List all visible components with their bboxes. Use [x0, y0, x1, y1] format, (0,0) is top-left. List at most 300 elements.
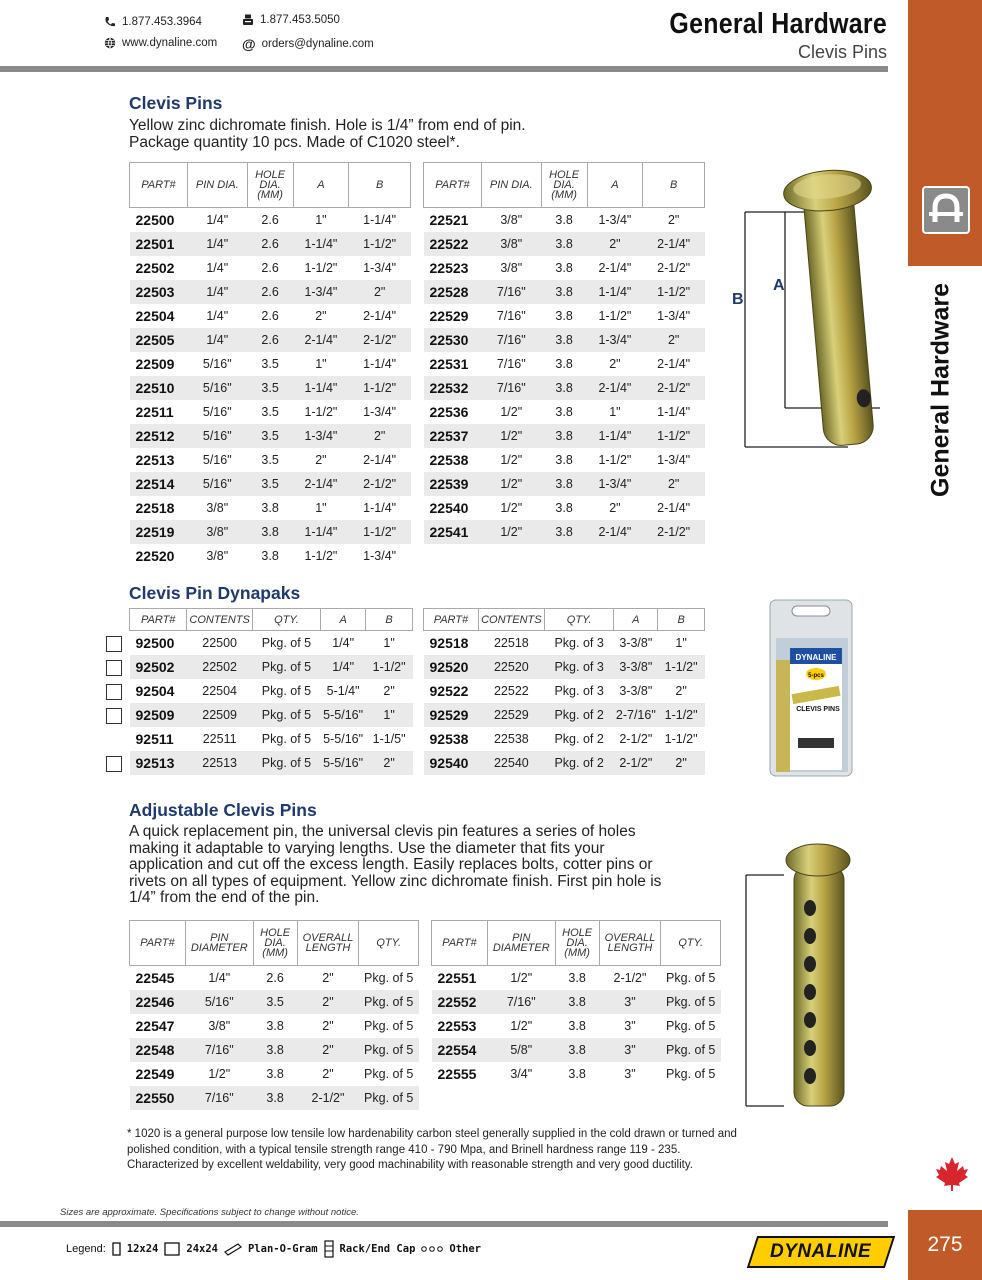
col-header: PIN DIAMETER [185, 921, 253, 966]
dynapaks-table-right [423, 608, 705, 775]
adjustable-table-right [431, 920, 721, 1086]
table-cell: 3/8" [208, 1019, 231, 1033]
website-contact[interactable]: www.dynaline.com [104, 37, 217, 49]
table-cell: 2-1/4" [293, 472, 349, 496]
table-cell: 1-1/4" [363, 357, 397, 371]
12x24-icon [112, 1242, 121, 1256]
table-cell: 22518 [493, 636, 529, 650]
table-row [424, 703, 705, 727]
col-header: OVERALL LENGTH [297, 921, 359, 966]
table-row [130, 1086, 419, 1110]
part-number: 22547 [135, 1018, 175, 1034]
dynapak-package-image [762, 598, 858, 780]
table-cell: 3-3/8" [619, 684, 653, 698]
table-cell: Pkg. of 2 [554, 732, 604, 746]
table-cell: 7/16" [496, 357, 526, 371]
table-cell: 2" [366, 751, 413, 775]
clevis-table-right [423, 162, 705, 544]
table-cell: 1-1/2" [304, 549, 338, 563]
clevis-table-left [129, 162, 411, 568]
table-row [424, 631, 705, 656]
part-number: 92504 [135, 683, 175, 699]
col-header: A [321, 609, 366, 631]
table-cell: Pkg. of 5 [666, 1019, 716, 1033]
table-row [424, 304, 705, 328]
table-cell: 1-3/4" [363, 549, 397, 563]
table-cell: 3.8 [541, 376, 587, 400]
table-cell: 1-1/2" [658, 703, 705, 727]
table-row [130, 424, 411, 448]
col-header: PART# [432, 921, 488, 966]
table-cell: 5/16" [202, 453, 232, 467]
table-cell: 3.8 [568, 1019, 586, 1033]
table-cell: 1-3/4" [587, 472, 643, 496]
table-cell: 2.6 [266, 971, 284, 985]
disclaimer: Sizes are approximate. Specifications subject to change without notice. [60, 1207, 359, 1218]
table-cell: 3.5 [247, 376, 293, 400]
table-row [130, 544, 411, 568]
part-number: 92511 [135, 731, 174, 747]
table-cell: 1" [315, 501, 327, 515]
fax-icon [242, 14, 254, 26]
table-cell: 1/4" [187, 328, 247, 352]
table-cell: 1/2" [481, 424, 541, 448]
part-number: 22552 [432, 990, 488, 1014]
table-row [424, 256, 705, 280]
table-cell: 1-1/2" [349, 520, 411, 544]
table-row [130, 280, 411, 304]
table-cell: 22509 [187, 703, 253, 727]
table-cell: 3" [624, 1067, 636, 1081]
table-row [424, 496, 705, 520]
col-header: QTY. [544, 609, 614, 631]
table-cell: 2" [349, 280, 411, 304]
table-row [130, 751, 413, 775]
table-row [130, 727, 413, 751]
svg-text:CLEVIS PINS: CLEVIS PINS [796, 706, 840, 713]
table-row [130, 631, 413, 656]
table-cell: 3/8" [187, 520, 247, 544]
col-header: PIN DIA. [187, 163, 247, 208]
table-cell: 1-1/4" [363, 501, 397, 515]
part-number: 22511 [135, 404, 174, 420]
part-number: 22503 [130, 280, 188, 304]
part-number: 92513 [130, 751, 187, 775]
table-cell: 2-7/16" [614, 703, 658, 727]
table-cell: 7/16" [185, 1086, 253, 1110]
table-cell: 7/16" [185, 1038, 253, 1062]
col-header: QTY. [252, 609, 320, 631]
table-cell: 1" [366, 703, 413, 727]
table-row [130, 990, 419, 1014]
table-row [130, 496, 411, 520]
table-row [432, 1038, 721, 1062]
part-number: 22501 [130, 232, 188, 256]
table-cell: 7/16" [496, 309, 526, 323]
col-header: PART# [130, 163, 188, 208]
table-cell: 1-1/2" [598, 453, 632, 467]
part-number: 92509 [130, 703, 187, 727]
part-number: 22532 [424, 376, 482, 400]
table-cell: 1-1/2" [349, 376, 411, 400]
table-cell: 2-1/2" [297, 1086, 359, 1110]
table-cell: 1" [383, 636, 395, 650]
table-cell: Pkg. of 5 [261, 636, 312, 650]
clevis-icon [922, 186, 970, 234]
table-cell: 22538 [493, 732, 529, 746]
table-cell: 2-1/4" [657, 501, 691, 515]
table-cell: 22529 [478, 703, 544, 727]
table-cell: 3/8" [206, 501, 229, 515]
table-cell: 3.8 [568, 1067, 586, 1081]
table-cell: 3/8" [481, 232, 541, 256]
col-header: PART# [130, 921, 186, 966]
col-header: PIN DIAMETER [487, 921, 555, 966]
table-row [424, 232, 705, 256]
table-cell: 2-1/2" [619, 732, 653, 746]
globe-icon [104, 37, 116, 49]
table-cell: 3.8 [541, 280, 587, 304]
table-cell: Pkg. of 5 [364, 1067, 414, 1081]
table-row [130, 472, 411, 496]
order-checkbox[interactable] [106, 684, 122, 700]
col-header: B [643, 163, 705, 208]
table-row [130, 304, 411, 328]
table-cell: 1-1/2" [349, 232, 411, 256]
table-cell: Pkg. of 5 [252, 751, 320, 775]
table-cell: 22540 [478, 751, 544, 775]
legend-item: 12x24 [126, 1243, 159, 1255]
part-number: 92500 [135, 635, 175, 651]
table-cell: 3.8 [568, 971, 586, 985]
table-cell: Pkg. of 2 [544, 751, 614, 775]
table-cell: Pkg. of 5 [661, 1038, 721, 1062]
clevis-section-title: Clevis Pins [129, 93, 223, 113]
table-cell: 3/8" [500, 261, 523, 275]
table-cell: 5/16" [187, 376, 247, 400]
table-cell: 1-3/4" [293, 424, 349, 448]
table-row [432, 1062, 721, 1086]
table-row [130, 1062, 419, 1086]
table-cell: 3.8 [555, 309, 573, 323]
table-cell: 3.8 [555, 405, 573, 419]
table-cell: 2-1/2" [349, 472, 411, 496]
table-cell: Pkg. of 3 [544, 655, 614, 679]
page-title: General Hardware [669, 8, 887, 40]
table-cell: 1/4" [206, 213, 229, 227]
part-number: 22522 [424, 232, 482, 256]
table-cell: 1-3/4" [363, 405, 397, 419]
table-cell: 1-3/4" [587, 328, 643, 352]
table-cell: 2.6 [247, 232, 293, 256]
col-header: B [658, 609, 705, 631]
table-cell: 1-1/4" [293, 520, 349, 544]
table-cell: 3.8 [541, 328, 587, 352]
table-cell: 2.6 [261, 309, 279, 323]
table-row [424, 472, 705, 496]
part-number: 22530 [424, 328, 482, 352]
table-row [130, 208, 411, 233]
col-header: PART# [424, 609, 479, 631]
table-cell: 3-3/8" [619, 636, 653, 650]
maple-leaf-icon [935, 1156, 969, 1192]
dynapaks-section-title: Clevis Pin Dynapaks [129, 583, 301, 603]
table-cell: 22522 [493, 684, 529, 698]
table-cell: 3.5 [261, 405, 279, 419]
table-cell: Pkg. of 5 [359, 990, 419, 1014]
steel-footnote: * 1020 is a general purpose low tensile low hardenability carbon steel generally supplied in the cold drawn or turned and polished condition, with a typical tensile strength range 410 - 790 Mpa, and Brinell hardness range 119 - 235. Characterized by excellent weldability, very good machinability with reasonable strength and very good ductility. [127, 1128, 737, 1171]
legend-item: Other [449, 1243, 481, 1255]
table-cell: 1/4" [206, 261, 229, 275]
table-cell: 3.8 [266, 1019, 284, 1033]
table-cell: 3" [599, 990, 661, 1014]
table-cell: 2" [349, 424, 411, 448]
adjustable-table-left [129, 920, 419, 1110]
legend-item: Rack/End Cap [339, 1243, 416, 1255]
part-number: 22555 [437, 1066, 477, 1082]
legend-item: Plan-O-Gram [247, 1243, 318, 1255]
table-cell: 1-3/4" [598, 213, 632, 227]
at-icon: @ [242, 36, 256, 52]
table-cell: 2" [609, 501, 621, 515]
order-checkbox[interactable] [106, 708, 122, 724]
col-header: A [587, 163, 643, 208]
part-number: 22500 [135, 212, 175, 228]
table-cell: 2" [383, 684, 395, 698]
table-row [432, 1014, 721, 1038]
table-cell: 2.6 [247, 280, 293, 304]
table-cell: 2.6 [247, 328, 293, 352]
table-cell: 22513 [187, 751, 253, 775]
table-cell: 2" [297, 1038, 359, 1062]
table-row [130, 256, 411, 280]
part-number: 22553 [437, 1018, 477, 1034]
email-contact[interactable]: @ orders@dynaline.com [242, 36, 374, 52]
part-number: 22502 [135, 260, 175, 276]
part-number: 22505 [130, 328, 188, 352]
page-number: 275 [908, 1210, 982, 1280]
part-number: 22550 [130, 1086, 186, 1110]
table-cell: 1/4" [332, 636, 355, 650]
col-header: CONTENTS [187, 609, 253, 631]
table-cell: 1/2" [510, 1019, 533, 1033]
table-cell: Pkg. of 5 [666, 1067, 716, 1081]
table-cell: 1-1/5" [372, 732, 406, 746]
table-cell: 2-1/2" [643, 520, 705, 544]
part-number: 22512 [130, 424, 188, 448]
table-cell: 2-1/4" [363, 309, 397, 323]
table-row [130, 376, 411, 400]
table-row [130, 448, 411, 472]
table-cell: 2" [643, 472, 705, 496]
part-number: 92529 [424, 703, 479, 727]
part-number: 22504 [135, 308, 175, 324]
table-cell: 1-1/2" [658, 655, 705, 679]
table-cell: 5-5/16" [323, 732, 364, 746]
table-cell: 2-1/2" [349, 328, 411, 352]
col-header: A [614, 609, 658, 631]
col-header: QTY. [661, 921, 721, 966]
table-cell: 2" [587, 232, 643, 256]
table-row [424, 424, 705, 448]
table-row [130, 1014, 419, 1038]
svg-text:5-pcs: 5-pcs [808, 673, 824, 679]
table-row [130, 352, 411, 376]
svg-text:DYNALINE: DYNALINE [795, 653, 837, 662]
part-number: 22548 [130, 1038, 186, 1062]
table-cell: 2-1/4" [587, 376, 643, 400]
table-cell: 3.5 [253, 990, 297, 1014]
part-number: 22554 [432, 1038, 488, 1062]
table-cell: 7/16" [481, 280, 541, 304]
part-number: 92522 [429, 683, 469, 699]
table-cell: 2" [315, 453, 327, 467]
table-cell: 3.8 [261, 501, 279, 515]
table-cell: 3.8 [555, 261, 573, 275]
table-cell: 2" [667, 213, 680, 227]
table-cell: Pkg. of 5 [364, 1019, 414, 1033]
table-cell: 1-3/4" [657, 309, 691, 323]
table-row [424, 400, 705, 424]
table-cell: 3.5 [247, 472, 293, 496]
table-cell: 3/8" [500, 213, 523, 227]
table-row [130, 328, 411, 352]
table-cell: 1/4" [208, 971, 231, 985]
part-number: 92502 [130, 655, 187, 679]
table-cell: 1/2" [500, 405, 523, 419]
table-cell: 3" [599, 1038, 661, 1062]
adjustable-description: A quick replacement pin, the universal clevis pin features a series of holes making it adaptable to varying lengths. Use the diameter that fits your application and cut off the excess length. Easily replaces bolts, cotter pins or rivets on all types of equipment. Yellow zinc dichromate finish. First pin hole is 1/4” from the end of the pin. [129, 823, 662, 906]
table-row [130, 520, 411, 544]
page-subtitle: Clevis Pins [797, 42, 887, 62]
label-b: B [732, 291, 744, 308]
legend-item: 24x24 [186, 1243, 218, 1255]
table-cell: 3.8 [253, 1086, 297, 1110]
table-cell: 1-1/2" [304, 405, 338, 419]
table-cell: 3.8 [555, 213, 573, 227]
part-number: 22551 [437, 970, 477, 986]
table-cell: 1" [315, 357, 327, 371]
table-cell: Pkg. of 5 [661, 990, 721, 1014]
other-icon [421, 1245, 443, 1253]
table-cell: 1/2" [500, 453, 523, 467]
table-cell: Pkg. of 5 [252, 703, 320, 727]
part-number: 22531 [429, 356, 469, 372]
table-cell: 1/2" [510, 971, 533, 985]
table-cell: 5-5/16" [321, 703, 366, 727]
phone-icon [104, 16, 116, 28]
label-a: A [773, 277, 785, 294]
dimension-line [746, 875, 784, 1106]
table-cell: 1/2" [208, 1067, 231, 1081]
col-header: B [366, 609, 413, 631]
order-checkbox[interactable] [106, 636, 122, 652]
table-row [130, 400, 411, 424]
part-number: 22539 [424, 472, 482, 496]
table-cell: 2" [675, 684, 687, 698]
table-cell: 22504 [202, 684, 238, 698]
24x24-icon [164, 1242, 180, 1256]
part-number: 22541 [424, 520, 482, 544]
dynaline-logo: DYNALINE [747, 1236, 895, 1268]
table-cell: 3/4" [510, 1067, 533, 1081]
table-row [130, 655, 413, 679]
table-cell: 3.8 [247, 520, 293, 544]
table-cell: 2-1/4" [293, 328, 349, 352]
table-cell: 2" [315, 309, 327, 323]
table-cell: 1/2" [500, 501, 523, 515]
table-cell: Pkg. of 5 [666, 971, 716, 985]
plan-o-gram-icon [224, 1242, 242, 1256]
table-row [432, 966, 721, 991]
table-cell: 22502 [187, 655, 253, 679]
table-cell: 3.8 [541, 232, 587, 256]
table-cell: 1/2" [481, 520, 541, 544]
table-cell: 22500 [202, 636, 238, 650]
phone-contact: 1.877.453.3964 [104, 16, 202, 28]
rack-end-cap-icon [324, 1240, 334, 1258]
table-cell: 2" [322, 1067, 334, 1081]
table-cell: Pkg. of 3 [554, 684, 604, 698]
table-cell: 7/16" [487, 990, 555, 1014]
table-row [130, 232, 411, 256]
table-cell: 1-1/4" [587, 424, 643, 448]
table-cell: 3.8 [541, 424, 587, 448]
table-row [130, 703, 413, 727]
table-cell: 1-1/4" [657, 405, 691, 419]
adjustable-section-title: Adjustable Clevis Pins [129, 800, 317, 820]
header-rule [0, 66, 888, 72]
table-cell: 3.5 [261, 453, 279, 467]
table-cell: 2" [609, 357, 621, 371]
part-number: 22545 [135, 970, 175, 986]
table-cell: 3.5 [247, 424, 293, 448]
table-cell: 1/4" [206, 309, 229, 323]
table-cell: 1-3/4" [363, 261, 397, 275]
part-number: 22540 [429, 500, 469, 516]
table-row [424, 655, 705, 679]
col-header: PART# [130, 609, 187, 631]
table-row [424, 751, 705, 775]
legend [66, 1240, 481, 1258]
table-cell: 2" [643, 328, 705, 352]
part-number: 22513 [135, 452, 175, 468]
adjustable-pin-image [740, 838, 860, 1113]
table-cell: 5-5/16" [321, 751, 366, 775]
table-cell: 1/4" [321, 655, 366, 679]
order-checkbox[interactable] [106, 660, 122, 676]
table-cell: 1/4" [187, 280, 247, 304]
table-cell: 22520 [478, 655, 544, 679]
table-row [424, 328, 705, 352]
table-cell: 2.6 [261, 261, 279, 275]
sidebar-label: General Hardware [926, 283, 955, 497]
table-cell: 5/8" [487, 1038, 555, 1062]
table-cell: 3.8 [555, 990, 599, 1014]
part-number: 92520 [424, 655, 479, 679]
table-cell: 1" [609, 405, 621, 419]
table-cell: 1-1/4" [293, 232, 349, 256]
table-cell: 3.8 [253, 1038, 297, 1062]
table-cell: 7/16" [481, 328, 541, 352]
order-checkbox[interactable] [106, 756, 122, 772]
table-cell: 22511 [202, 732, 237, 746]
table-cell: 5/16" [202, 405, 232, 419]
table-cell: 1-1/4" [293, 376, 349, 400]
col-header: A [293, 163, 349, 208]
table-cell: 1" [315, 213, 327, 227]
table-cell: 1-1/2" [643, 424, 705, 448]
